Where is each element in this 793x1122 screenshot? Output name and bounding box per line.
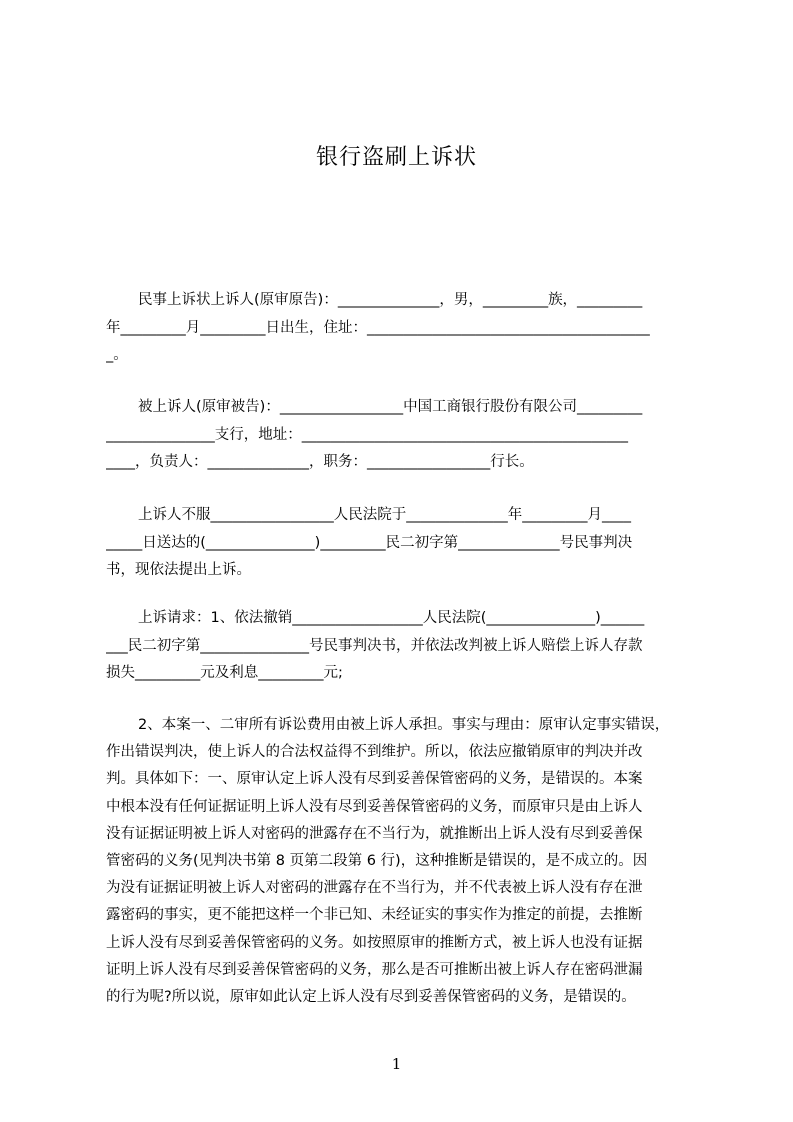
paragraph-appeal-request [106, 605, 700, 688]
text-line: 中根本没有任何证据证明上诉人没有尽到妥善保管密码的义务，而原审只是由上诉人 [106, 798, 643, 815]
text-line: _______________支行，地址：_____________________________________________ [106, 426, 628, 443]
text-line: 上诉人不服_________________人民法院于______________年_________月____ [138, 507, 631, 523]
text-line: _。 [106, 347, 128, 363]
text-line: 证明上诉人没有尽到妥善保管密码的义务，那么是否可推断出被上诉人存在密码泄漏 [106, 961, 643, 978]
text-line: ___民二初字第_______________号民事判决书，并依法改判被上诉人赔偿上诉人存款 [106, 637, 643, 654]
text-line: 露密码的事实，更不能把这样一个非已知、未经证实的事实作为推定的前提，去推断 [106, 907, 643, 924]
text-line: 上诉人没有尽到妥善保管密码的义务。如按照原审的推断方式，被上诉人也没有证据 [106, 934, 643, 951]
text-line: 被上诉人(原审被告)：_________________中国工商银行股份有限公司_________ [138, 399, 643, 415]
page-number: 1 [391, 1055, 402, 1073]
text-line: 2、本案一、二审所有诉讼费用由被上诉人承担。事实与理由：原审认定事实错误， [138, 717, 670, 733]
text-line: 民事上诉状上诉人(原审原告)：______________，男，_________族，_________ [138, 292, 643, 308]
paragraph-appellant [106, 287, 700, 370]
text-line: 作出错误判决，使上诉人的合法权益得不到维护。所以，依法应撤销原审的判决并改 [106, 744, 643, 761]
document-title: 银行盗刷上诉状 [315, 145, 477, 170]
text-line: 损失_________元及利息_________元; [106, 665, 343, 681]
text-line: 没有证据证明被上诉人对密码的泄露存在不当行为，就推断出上诉人没有尽到妥善保 [106, 825, 643, 842]
text-line: ____，负责人：______________，职务：_________________行长。 [106, 454, 534, 470]
text-line: 年_________月_________日出生，住址：_______________________________________ [106, 319, 650, 336]
paragraph-facts-reasons [106, 712, 700, 1011]
paragraph-appellee [106, 394, 700, 477]
text-line: _____日送达的(_______________)_________民二初字第______________号民事判决 [106, 534, 633, 551]
text-line: 的行为呢?所以说，原审如此认定上诉人没有尽到妥善保管密码的义务，是错误的。 [106, 989, 636, 1006]
text-line: 为没有证据证明被上诉人对密码的泄露存在不当行为，并不代表被上诉人没有存在泄 [106, 880, 643, 897]
text-line: 上诉请求：1、依法撤销__________________人民法院(_______________)______ [138, 610, 645, 626]
text-line: 管密码的义务(见判决书第 8 页第二段第 6 行)，这种推断是错误的，是不成立的。因 [106, 853, 648, 870]
text-line: 书，现依法提出上诉。 [106, 562, 251, 578]
text-line: 判。具体如下：一、原审认定上诉人没有尽到妥善保管密码的义务，是错误的。本案 [106, 771, 643, 788]
paragraph-appeal-intro [106, 502, 700, 585]
